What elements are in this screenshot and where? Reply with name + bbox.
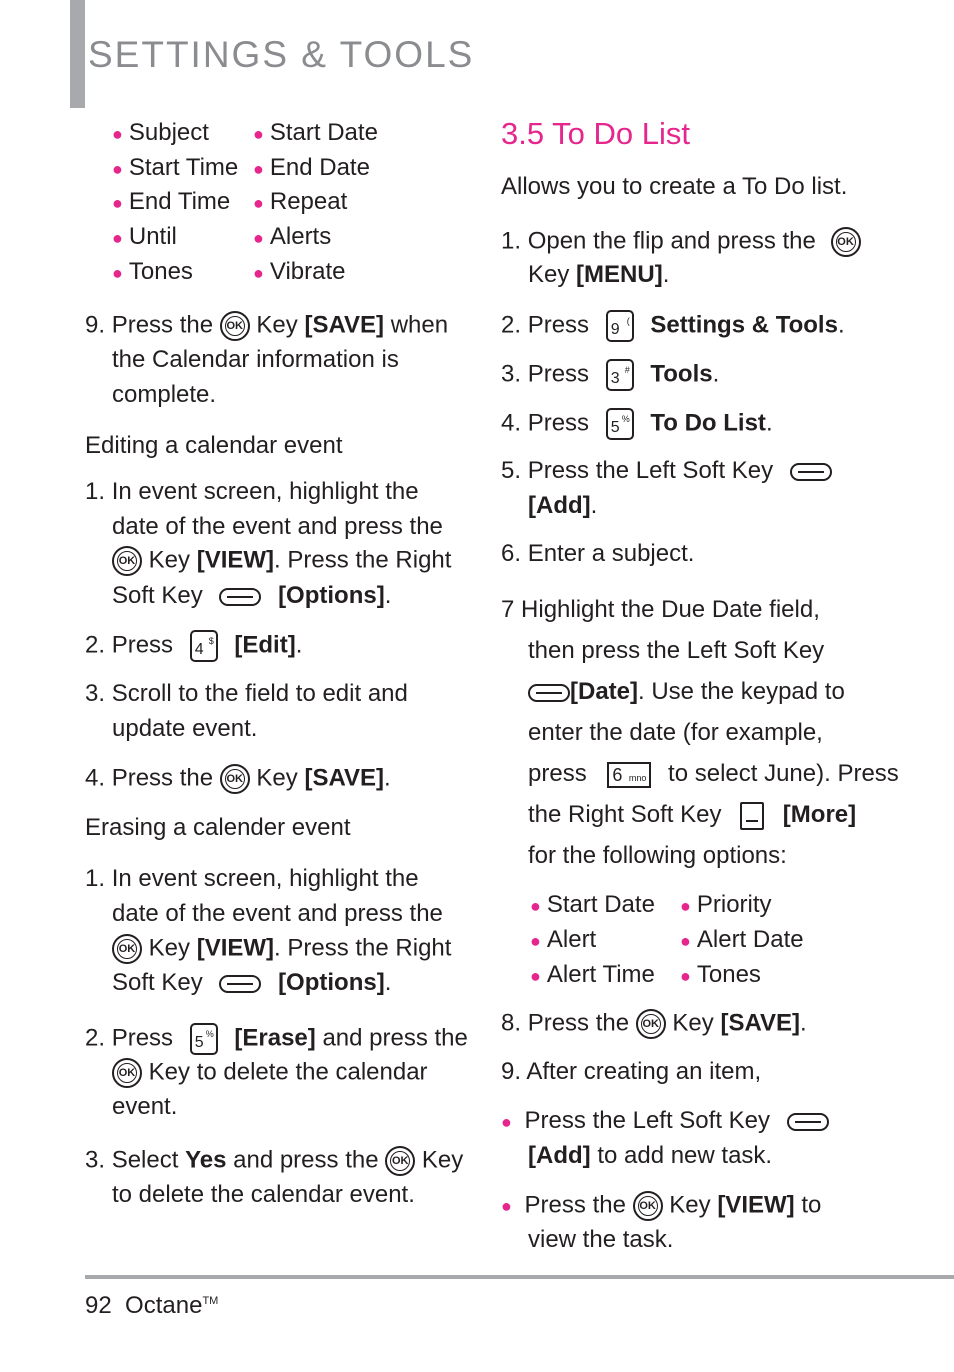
step-text: [Add] to add new task. — [528, 1142, 773, 1169]
key-3-icon: 3 # — [606, 359, 634, 391]
right-soft-key-icon — [740, 802, 764, 830]
left-soft-key-icon — [790, 463, 832, 481]
step-text: enter the date (for example, — [528, 719, 823, 746]
step-text: event. — [112, 1093, 178, 1120]
brand-name: Octane — [125, 1292, 203, 1319]
ok-key-icon: OK — [112, 934, 142, 964]
step-text: date of the event and press the — [112, 513, 443, 540]
ok-key-icon: OK — [112, 546, 142, 576]
step-text: date of the event and press the — [112, 900, 443, 927]
list-item: ● Press the OK Key [VIEW] to — [501, 1191, 821, 1221]
step: 3. Select Yes and press the OK Key — [85, 1146, 463, 1176]
left-soft-key-icon — [787, 1113, 829, 1131]
ok-key-icon: OK — [831, 227, 861, 257]
step-text: view the task. — [528, 1226, 674, 1253]
step-text: [Add]. — [528, 492, 598, 519]
list-item: ● End Date — [253, 154, 370, 181]
key-6-icon: 6 mno — [607, 762, 651, 788]
section-heading: Erasing a calender event — [85, 814, 351, 841]
step-text: OK Key to delete the calendar — [112, 1058, 428, 1088]
list-item: ● Vibrate — [253, 258, 346, 285]
list-item: ● Priority — [680, 891, 772, 918]
step: 6. Enter a subject. — [501, 540, 695, 567]
step: 4. Press the OK Key [SAVE]. — [85, 764, 391, 794]
step: 3. Press 3 # Tools. — [501, 359, 719, 391]
step: 9. After creating an item, — [501, 1058, 762, 1085]
step-text: Soft Key [Options]. — [112, 969, 392, 996]
page-number: 92 — [85, 1292, 112, 1319]
page-title: SETTINGS & TOOLS — [88, 34, 475, 75]
intro-text: Allows you to create a To Do list. — [501, 173, 848, 200]
footer-rule — [85, 1275, 954, 1279]
key-5-icon: 5 % — [190, 1023, 218, 1055]
step-text: the Calendar information is — [112, 346, 399, 373]
step: 8. Press the OK Key [SAVE]. — [501, 1009, 807, 1039]
ok-key-icon: OK — [220, 311, 250, 341]
step-text: press 6 mno to select June). Press — [528, 760, 899, 787]
list-item: ● Tones — [112, 258, 193, 285]
list-item: ● Press the Left Soft Key — [501, 1107, 829, 1135]
list-item: ● Until — [112, 223, 177, 250]
ok-key-icon: OK — [633, 1191, 663, 1221]
ok-key-icon: OK — [385, 1146, 415, 1176]
step: 2. Press 9 ( Settings & Tools. — [501, 310, 845, 342]
list-item: ● End Time — [112, 188, 231, 215]
step-text: update event. — [112, 715, 258, 742]
header-bar — [70, 0, 85, 108]
list-item: ● Alert Date — [680, 926, 804, 953]
step-text: the Right Soft Key [More] — [528, 801, 857, 828]
step-text: for the following options: — [528, 842, 787, 869]
section-heading: Editing a calendar event — [85, 432, 343, 459]
list-item: ● Tones — [680, 961, 761, 988]
key-4-icon: 4 $ — [190, 630, 218, 662]
ok-key-icon: OK — [220, 764, 250, 794]
step-text: then press the Left Soft Key — [528, 637, 825, 664]
footer: 92 Octane™ — [85, 1292, 219, 1319]
step: 3. Scroll to the field to edit and — [85, 680, 408, 707]
step-text: to delete the calendar event. — [112, 1181, 415, 1208]
step: 5. Press the Left Soft Key — [501, 457, 832, 485]
right-soft-key-icon — [219, 588, 261, 606]
list-item: ● Repeat — [253, 188, 348, 215]
key-5-icon: 5 % — [606, 408, 634, 440]
ok-key-icon: OK — [112, 1058, 142, 1088]
step: 1. In event screen, highlight the — [85, 478, 419, 505]
list-item: ● Start Time — [112, 154, 239, 181]
step-text: OK Key [VIEW]. Press the Right — [112, 934, 451, 964]
step: 7 Highlight the Due Date field, — [501, 596, 820, 623]
step-text: Key [MENU]. — [528, 261, 670, 288]
list-item: ● Start Date — [530, 891, 655, 918]
left-soft-key-icon — [528, 684, 570, 702]
step-text: Soft Key [Options]. — [112, 582, 392, 609]
step-text: [Date]. Use the keypad to — [528, 678, 845, 706]
step: 1. In event screen, highlight the — [85, 865, 419, 892]
step-text: OK Key [VIEW]. Press the Right — [112, 546, 451, 576]
list-item: ● Start Date — [253, 119, 378, 146]
list-item: ● Alert Time — [530, 961, 655, 988]
step: 9. Press the OK Key [SAVE] when — [85, 311, 448, 341]
list-item: ● Alerts — [253, 223, 332, 250]
list-item: ● Subject — [112, 119, 209, 146]
section-title: 3.5 To Do List — [501, 116, 690, 151]
ok-key-icon: OK — [636, 1009, 666, 1039]
key-9-icon: 9 ( — [606, 310, 634, 342]
list-item: ● Alert — [530, 926, 597, 953]
step-text: complete. — [112, 381, 217, 408]
step: 2. Press 4 $ [Edit]. — [85, 630, 302, 662]
step: 1. Open the flip and press the OK — [501, 227, 861, 257]
step: 2. Press 5 % [Erase] and press the — [85, 1023, 468, 1055]
right-soft-key-icon — [219, 975, 261, 993]
step: 4. Press 5 % To Do List. — [501, 408, 773, 440]
